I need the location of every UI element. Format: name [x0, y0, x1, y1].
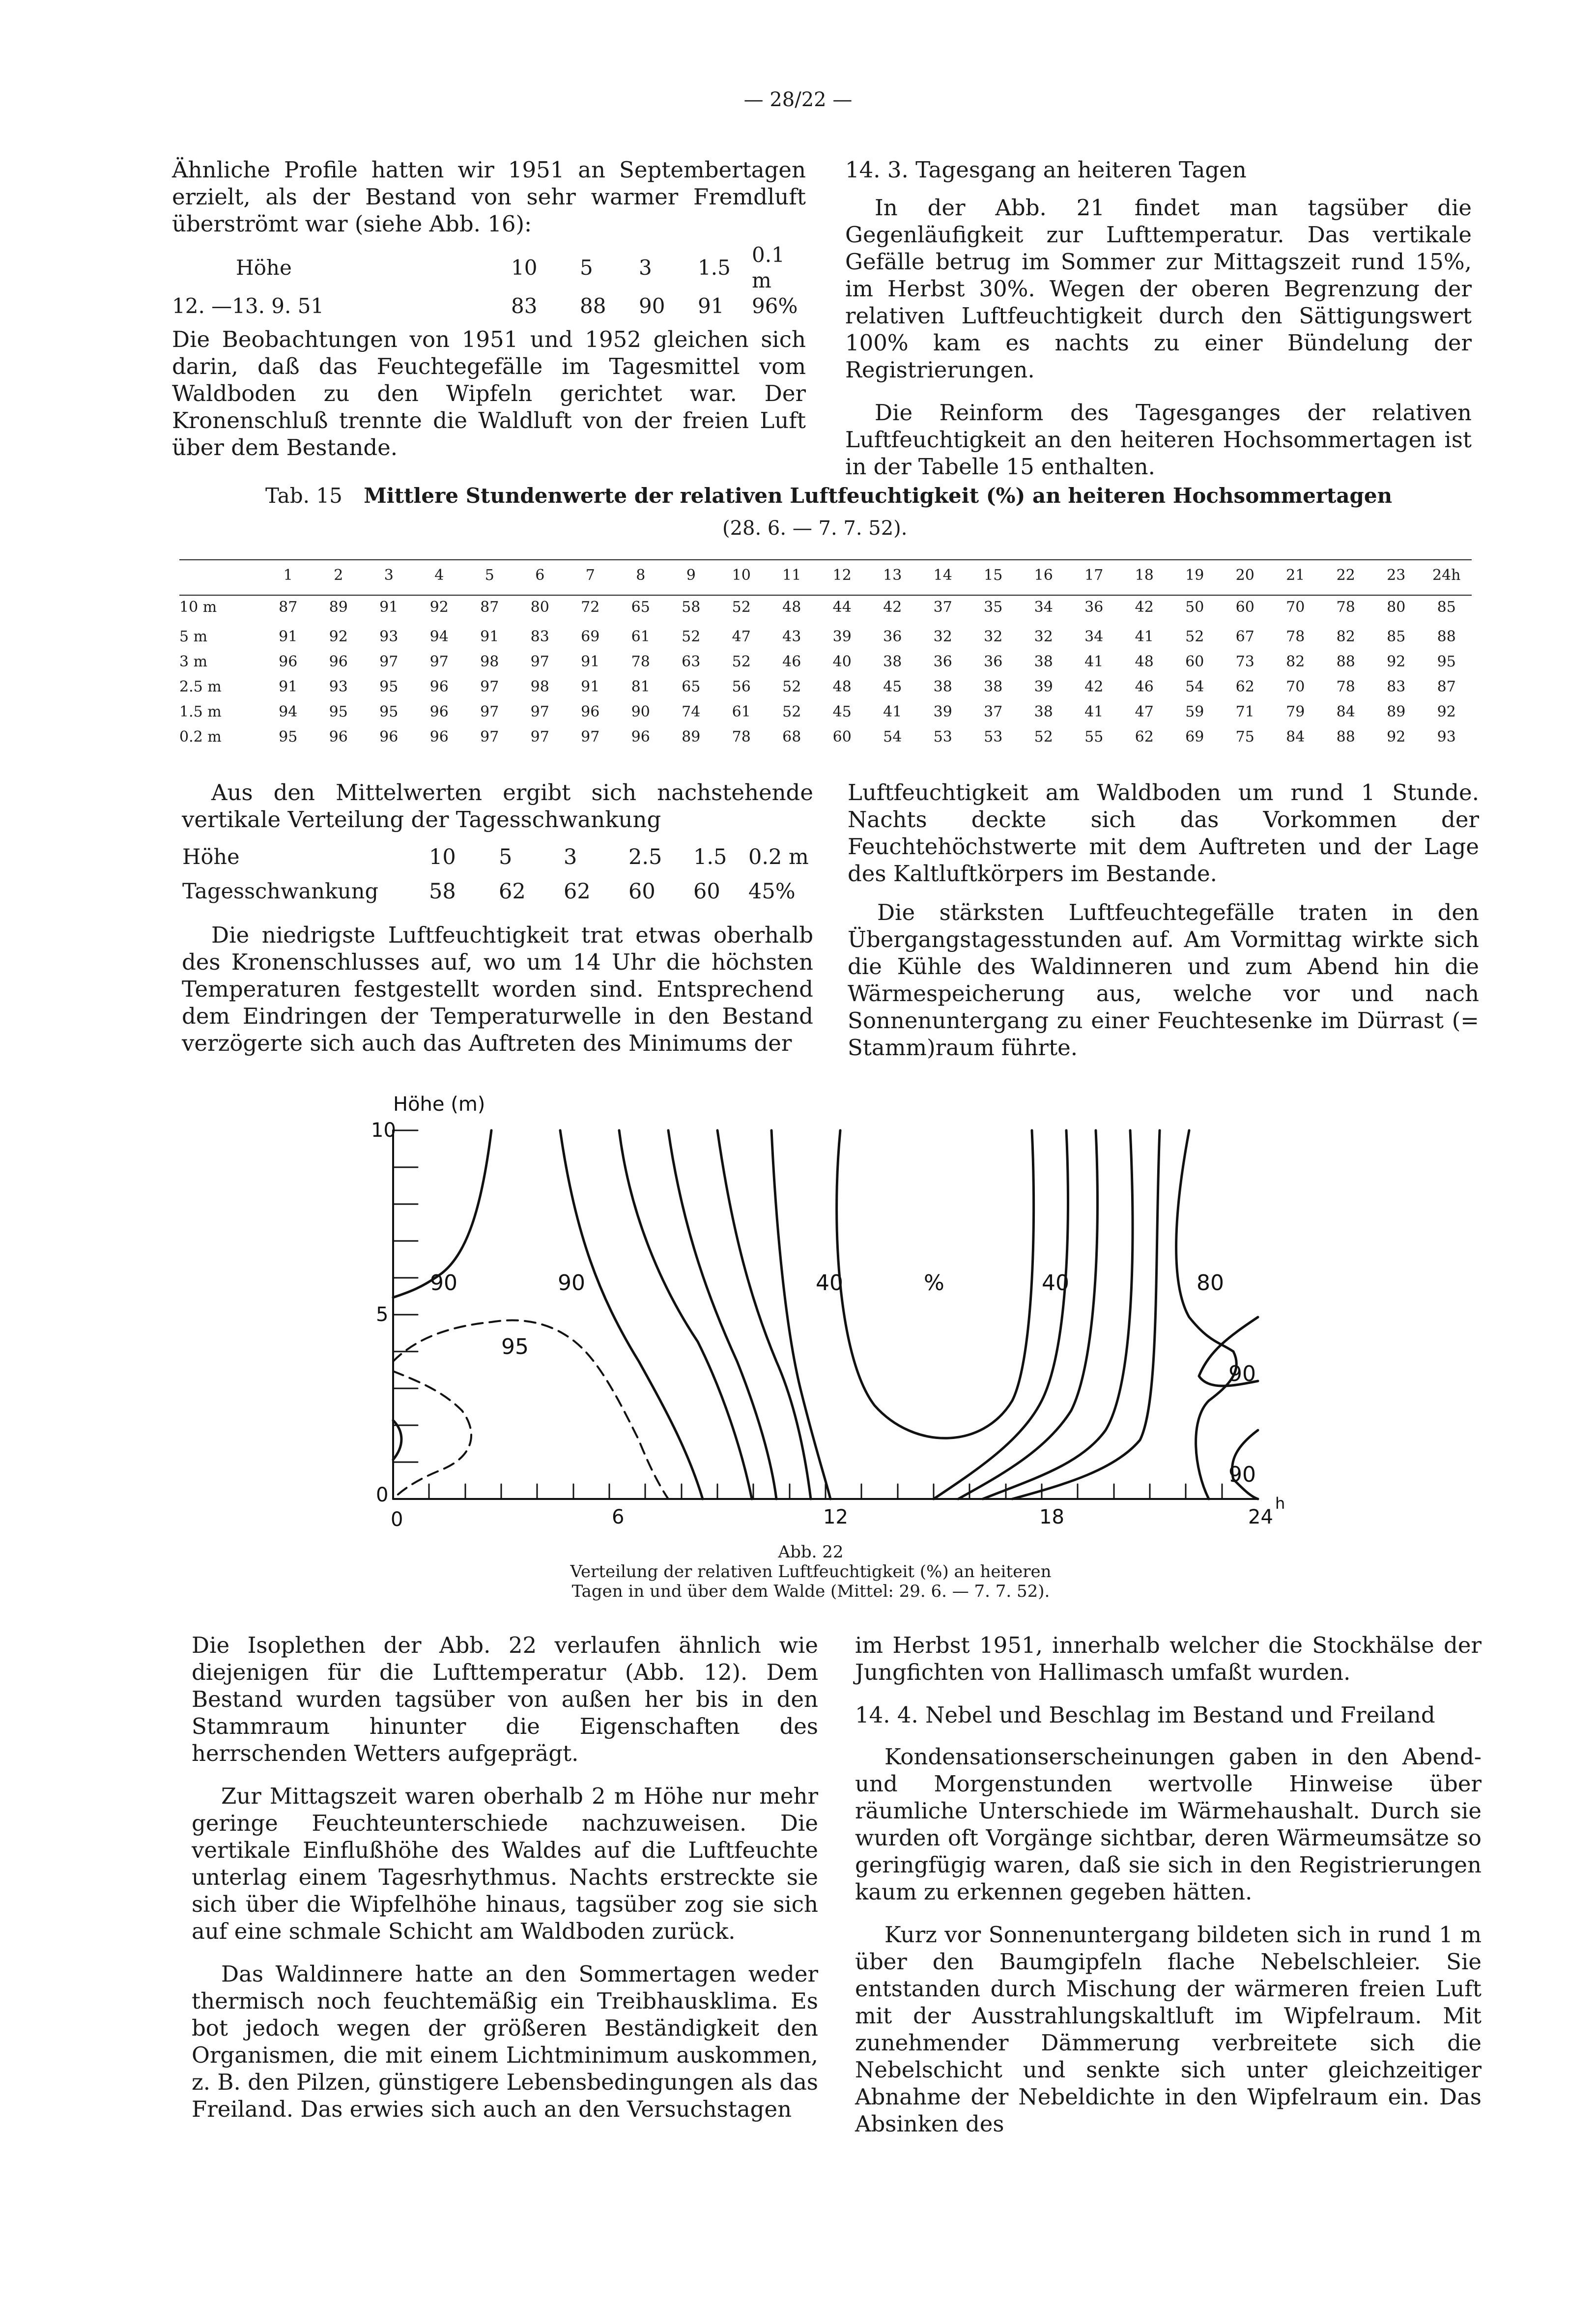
table-cell: 52: [1185, 628, 1204, 645]
table-header-cell: 18: [1135, 566, 1154, 584]
table-cell: 72: [581, 598, 600, 616]
table-title: Mittlere Stundenwerte der relativen Luftfeuchtigkeit (%) an heiteren Hochsommertagen: [364, 484, 1393, 508]
paragraph: In der Abb. 21 findet man tagsüber die Gegenläufigkeit zur Lufttemperatur. Das vertikale Gefälle betrug im Sommer zur Mittagszeit rund 15%, im Herbst 30%. Wegen der oberen Begrenzung der relativen Luftfeuchtigkeit durch den Sättigungswert 100% kam es nachts zu einer Bündelung der Registrierungen.: [845, 195, 1472, 383]
amp-table-cell: 62: [564, 879, 591, 904]
amp-table-cell: 10: [429, 844, 456, 869]
mini-table-cell: 90: [639, 294, 665, 318]
table-cell: 63: [682, 653, 701, 670]
table-cell: 62: [1135, 728, 1154, 746]
table-cell: 95: [279, 728, 298, 746]
isoline-95-inner: [393, 1371, 471, 1499]
table-cell: 96: [429, 728, 449, 746]
paragraph: Luftfeuchtigkeit am Waldboden um rund 1 Stunde. Nachts deckte sich das Vorkommen der Feuchtehöchstwerte mit dem Auftreten und der Lage des Kaltluftkörpers im Bestande.: [848, 779, 1479, 887]
table-cell: 42: [883, 598, 902, 616]
table-cell: 83: [530, 628, 549, 645]
amp-table-cell: 62: [499, 879, 526, 904]
table-header-cell: 15: [984, 566, 1003, 584]
table-cell: 38: [984, 678, 1003, 695]
table-cell: 46: [782, 653, 801, 670]
figure-caption-title: Abb. 22: [778, 1542, 844, 1562]
amp-table-cell: 3: [564, 844, 577, 869]
table-header-cell: 2: [334, 566, 343, 584]
isoline-curve: [934, 1130, 1068, 1499]
table-cell: 93: [329, 678, 348, 695]
paragraph: Die Beobachtungen von 1951 und 1952 gleichen sich darin, daß das Feuchtegefälle im Tagesmittel vom Waldboden zu den Wipfeln gerichtet war. Der Kronenschluß trennte die Waldluft von der freien Luft über dem Bestande.: [172, 326, 806, 461]
table-cell: 98: [480, 653, 499, 670]
table-cell: 97: [480, 678, 499, 695]
table-header-cell: 5: [484, 566, 494, 584]
paragraph: Kondensationserscheinungen gaben in den Abend- und Morgenstunden wertvolle Hinweise über räumliche Unterschiede im Wärmehaushalt. Durch sie wurden oft Vorgänge sichtbar, deren Wärmeumsätze so geringfügig waren, daß sie sich in den Registrierungen kaum zu erkennen gegeben hätten.: [855, 1744, 1482, 1905]
table-cell: 54: [883, 728, 902, 746]
figure-caption-line: Tagen in und über dem Walde (Mittel: 29. 6. — 7. 7. 52).: [571, 1582, 1050, 1601]
x-tick-label: 0: [391, 1508, 403, 1531]
table-cell: 90: [631, 703, 650, 720]
table-header-cell: 22: [1336, 566, 1355, 584]
table-cell: 97: [530, 653, 549, 670]
row-label: 2.5 m: [179, 678, 222, 695]
table-cell: 61: [732, 703, 751, 720]
profile-mini-table: [172, 242, 806, 319]
table-cell: 48: [1135, 653, 1154, 670]
table-cell: 87: [480, 598, 499, 616]
table-cell: 89: [1387, 703, 1406, 720]
table-cell: 95: [379, 703, 399, 720]
table-header-cell: 4: [434, 566, 444, 584]
table-row: [179, 724, 1472, 749]
table-header-cell: 3: [384, 566, 394, 584]
table-cell: 41: [1084, 653, 1104, 670]
table-caption: [265, 484, 1494, 508]
table-cell: 36: [1084, 598, 1104, 616]
table-cell: 36: [984, 653, 1003, 670]
table-cell: 89: [682, 728, 701, 746]
isopleth-figure: [344, 1086, 1312, 1538]
isoline-label: 40: [1042, 1270, 1069, 1295]
table-cell: 44: [832, 598, 852, 616]
table-cell: 97: [581, 728, 600, 746]
x-tick-label: 6: [612, 1506, 625, 1528]
y-axis-label: Höhe (m): [393, 1093, 485, 1116]
x-tick-label: 24: [1248, 1506, 1273, 1528]
table-cell: 80: [530, 598, 549, 616]
table-cell: 39: [832, 628, 852, 645]
table-cell: 40: [832, 653, 852, 670]
table-cell: 84: [1286, 728, 1305, 746]
table-cell: 80: [1387, 598, 1406, 616]
table-cell: 38: [933, 678, 952, 695]
table-cell: 83: [1387, 678, 1406, 695]
figure-caption-line: Verteilung der relativen Luftfeuchtigkeit (%) an heiteren: [570, 1562, 1052, 1582]
table-cell: 41: [883, 703, 902, 720]
table-cell: 50: [1185, 598, 1204, 616]
table-header-cell: 19: [1185, 566, 1204, 584]
unit-label: %: [924, 1270, 944, 1295]
table-cell: 46: [1135, 678, 1154, 695]
table-header-cell: 8: [636, 566, 646, 584]
table-cell: 41: [1135, 628, 1154, 645]
table-cell: 47: [732, 628, 751, 645]
table-cell: 39: [933, 703, 952, 720]
table-row: [179, 674, 1472, 699]
table-cell: 97: [379, 653, 399, 670]
table-cell: 45: [883, 678, 902, 695]
table-cell: 88: [1336, 728, 1355, 746]
table-header-cell: 16: [1034, 566, 1053, 584]
table-cell: 39: [1034, 678, 1053, 695]
paragraph: Die Isoplethen der Abb. 22 verlaufen ähnlich wie diejenigen für die Lufttemperatur (Abb. 12). Dem Bestand wurden tagsüber von außen her bis in den Stammraum hinunter die Eigenschaften des herrschenden Wetters aufgeprägt.: [192, 1632, 818, 1766]
x-tick-label: 18: [1039, 1506, 1064, 1528]
table-cell: 95: [379, 678, 399, 695]
table-cell: 97: [429, 653, 449, 670]
table-header-cell: 9: [686, 566, 696, 584]
amp-table-cell: 58: [429, 879, 456, 904]
table-cell: 92: [1387, 653, 1406, 670]
table-cell: 94: [279, 703, 298, 720]
table-cell: 42: [1084, 678, 1104, 695]
table-cell: 52: [1034, 728, 1053, 746]
table-cell: 96: [279, 653, 298, 670]
table-cell: 91: [279, 678, 298, 695]
table-cell: 88: [1336, 653, 1355, 670]
table-cell: 96: [631, 728, 650, 746]
table-cell: 32: [984, 628, 1003, 645]
table-header-cell: 10: [732, 566, 751, 584]
table-header-cell: 17: [1084, 566, 1104, 584]
table-cell: 96: [379, 728, 399, 746]
table-cell: 97: [530, 703, 549, 720]
mini-table-cell: 91: [698, 294, 724, 318]
table-cell: 91: [480, 628, 499, 645]
mini-table-cell: 88: [580, 294, 606, 318]
table-subtitle: (28. 6. — 7. 7. 52).: [722, 517, 908, 540]
amp-table-cell: 2.5: [628, 844, 662, 869]
table-cell: 32: [933, 628, 952, 645]
amp-table-cell: 45%: [748, 879, 796, 904]
left-top-column: [172, 156, 806, 477]
table-cell: 92: [429, 598, 449, 616]
table-cell: 97: [480, 703, 499, 720]
table-cell: 36: [933, 653, 952, 670]
table-header-cell: 7: [585, 566, 595, 584]
table-header-cell: [179, 560, 263, 590]
table-cell: 78: [1336, 678, 1355, 695]
table-cell: 70: [1286, 678, 1305, 695]
table-cell: 89: [329, 598, 348, 616]
paragraph: Aus den Mittelwerten ergibt sich nachstehende vertikale Verteilung der Tagesschwankung: [182, 779, 813, 833]
table-cell: 37: [984, 703, 1003, 720]
table-cell: 96: [429, 703, 449, 720]
amplitude-table: [182, 840, 809, 909]
table-cell: 91: [581, 678, 600, 695]
table-header-cell: 20: [1235, 566, 1254, 584]
amp-table-cell: 1.5: [693, 844, 727, 869]
amp-table-cell: 0.2 m: [748, 844, 809, 869]
left-bottom-column: [192, 1632, 818, 2138]
table-header-cell: 6: [535, 566, 545, 584]
table-header-cell: 11: [782, 566, 801, 584]
table-cell: 87: [279, 598, 298, 616]
isoline-label: 80: [1197, 1270, 1224, 1295]
table-cell: 43: [782, 628, 801, 645]
x-unit-label: h: [1275, 1494, 1285, 1513]
table-cell: 34: [1034, 598, 1053, 616]
isoline-curve: [958, 1130, 1097, 1499]
table-cell: 41: [1084, 703, 1104, 720]
isoline-curve: [983, 1130, 1133, 1499]
mini-table-cell: 10: [511, 256, 538, 280]
table-cell: 58: [682, 598, 701, 616]
left-middle-column: [182, 779, 813, 1072]
isoline-curve: [668, 1130, 776, 1499]
table-cell: 37: [933, 598, 952, 616]
table-cell: 93: [1437, 728, 1456, 746]
isoline-curve: [619, 1130, 752, 1499]
table-cell: 53: [984, 728, 1003, 746]
table-cell: 35: [984, 598, 1003, 616]
isoline-label: 90: [558, 1270, 585, 1295]
mini-table-label: 12. —13. 9. 51: [172, 294, 324, 318]
table-row: [179, 649, 1472, 674]
isoline-label: 95: [501, 1334, 529, 1359]
table-cell: 97: [530, 728, 549, 746]
table-header-cell: 24h: [1432, 566, 1461, 584]
table-cell: 93: [379, 628, 399, 645]
paragraph: Ähnliche Profile hatten wir 1951 an Septembertagen erzielt, als der Bestand von sehr warmer Fremdluft überströmt war (siehe Abb. 16):: [172, 157, 806, 237]
table-cell: 78: [1336, 598, 1355, 616]
table-cell: 84: [1336, 703, 1355, 720]
table-cell: 61: [631, 628, 650, 645]
mini-table-cell: 83: [511, 294, 538, 318]
table-cell: 91: [279, 628, 298, 645]
amp-table-cell: 60: [693, 879, 720, 904]
table-cell: 70: [1286, 598, 1305, 616]
data-table: [179, 560, 1472, 749]
table-label: Tab. 15: [265, 484, 342, 508]
figure-caption: [442, 1542, 1179, 1601]
table-cell: 54: [1185, 678, 1204, 695]
x-tick-label: 12: [823, 1506, 848, 1528]
table-cell: 96: [429, 678, 449, 695]
paragraph: Die stärksten Luftfeuchtegefälle traten in den Übergangstagesstunden auf. Am Vormittag wirkte sich die Kühle des Waldinneren und zum Abend hin die Wärmespeicherung aus, welche vor und nach Sonnenuntergang zu einer Feuchtesenke im Dürrast (= Stamm)raum führte.: [848, 899, 1479, 1061]
table-cell: 96: [581, 703, 600, 720]
right-bottom-column: [855, 1632, 1482, 2153]
table-header-cell: 1: [283, 566, 293, 584]
y-tick-label: 10: [371, 1119, 396, 1142]
table-cell: 68: [782, 728, 801, 746]
right-top-column: [845, 156, 1472, 496]
table-cell: 91: [581, 653, 600, 670]
table-header-cell: 13: [883, 566, 902, 584]
table-cell: 36: [883, 628, 902, 645]
table-cell: 78: [631, 653, 650, 670]
table-cell: 96: [329, 728, 348, 746]
table-cell: 38: [1034, 703, 1053, 720]
row-label: 3 m: [179, 653, 208, 670]
table-cell: 67: [1235, 628, 1254, 645]
table-cell: 53: [933, 728, 952, 746]
table-cell: 59: [1185, 703, 1204, 720]
table-cell: 65: [631, 598, 650, 616]
isoline-label: 90: [430, 1270, 457, 1295]
table-cell: 92: [329, 628, 348, 645]
paragraph: Kurz vor Sonnenuntergang bildeten sich in rund 1 m über den Baumgipfeln flache Nebelschleier. Sie entstanden durch Mischung der wärmeren freien Luft mit der Ausstrahlungskaltluft im Wipfelraum. Mit zunehmender Dämmerung verbreitete sich die Nebelschicht und senkte sich unter gleichzeitiger Abnahme der Nebeldichte in den Wipfelraum ein. Das Absinken des: [855, 1922, 1482, 2137]
y-tick-label: 5: [376, 1303, 389, 1326]
table-cell: 52: [732, 653, 751, 670]
section-heading: 14. 3. Tagesgang an heiteren Tagen: [845, 157, 1247, 183]
mini-table-cell: 0.1 m: [752, 243, 785, 292]
paragraph: Zur Mittagszeit waren oberhalb 2 m Höhe nur mehr geringe Feuchteunterschiede nachzuweisen. Die vertikale Einflußhöhe des Waldes auf die Luftfeuchte unterlag einem Tagesrhythmus. Nachts erstreckte sie sich über die Wipfelhöhe hinaus, tagsüber zog sie sich auf eine schmale Schicht am Waldboden zurück.: [192, 1783, 818, 1944]
table-cell: 55: [1084, 728, 1104, 746]
table-header-cell: 12: [832, 566, 852, 584]
table-cell: 69: [1185, 728, 1204, 746]
table-cell: 96: [329, 653, 348, 670]
isoline-label: 90: [1228, 1361, 1256, 1386]
table-cell: 78: [732, 728, 751, 746]
row-label: 10 m: [179, 598, 217, 616]
table-header-cell: 23: [1387, 566, 1406, 584]
table-cell: 81: [631, 678, 650, 695]
paragraph: Das Waldinnere hatte an den Sommertagen weder thermisch noch feuchtemäßig ein Treibhausklima. Es bot jedoch wegen der größeren Beständigkeit den Organismen, die mit einem Lichtminimum auskommen, z. B. den Pilzen, günstigere Lebensbedingungen als das Freiland. Das erwies sich auch an den Versuchstagen: [192, 1961, 818, 2122]
mini-table-cell: 5: [580, 256, 593, 280]
table-cell: 45: [832, 703, 852, 720]
paragraph: im Herbst 1951, innerhalb welcher die Stockhälse der Jungfichten von Hallimasch umfaßt wurden.: [855, 1632, 1482, 1685]
isoline-small: [393, 1420, 401, 1460]
table-cell: 52: [682, 628, 701, 645]
paragraph: Die Reinform des Tagesganges der relativen Luftfeuchtigkeit an den heiteren Hochsommertagen ist in der Tabelle 15 enthalten.: [845, 400, 1472, 480]
table-cell: 48: [782, 598, 801, 616]
section-heading: 14. 4. Nebel und Beschlag im Bestand und Freiland: [855, 1702, 1435, 1728]
table-cell: 38: [883, 653, 902, 670]
table-cell: 52: [732, 598, 751, 616]
table-cell: 32: [1034, 628, 1053, 645]
table-cell: 47: [1135, 703, 1154, 720]
table-cell: 88: [1437, 628, 1456, 645]
mini-table-label: Höhe: [236, 256, 292, 280]
amp-table-label: Höhe: [182, 844, 240, 869]
table-cell: 69: [581, 628, 600, 645]
table-cell: 56: [732, 678, 751, 695]
mini-table-cell: 3: [639, 256, 652, 280]
row-label: 5 m: [179, 628, 208, 645]
table-cell: 60: [1185, 653, 1204, 670]
table-cell: 60: [832, 728, 852, 746]
right-middle-column: [848, 779, 1479, 1077]
page-number: — 28/22 —: [743, 88, 853, 111]
mini-table-cell: 1.5: [698, 256, 731, 280]
table-header-cell: 14: [933, 566, 952, 584]
table-cell: 82: [1286, 653, 1305, 670]
table-cell: 97: [480, 728, 499, 746]
amp-table-cell: 5: [499, 844, 513, 869]
table-cell: 42: [1135, 598, 1154, 616]
table-cell: 92: [1387, 728, 1406, 746]
table-cell: 85: [1437, 598, 1456, 616]
row-label: 0.2 m: [179, 728, 222, 746]
table-row: [179, 624, 1472, 649]
amp-table-cell: 60: [628, 879, 656, 904]
table-cell: 95: [1437, 653, 1456, 670]
table-cell: 52: [782, 703, 801, 720]
table-row: [179, 699, 1472, 724]
table-header-cell: 21: [1286, 566, 1305, 584]
table-cell: 79: [1286, 703, 1305, 720]
row-label: 1.5 m: [179, 703, 222, 720]
table-cell: 95: [329, 703, 348, 720]
isoline-label: 40: [816, 1270, 843, 1295]
table-cell: 92: [1437, 703, 1456, 720]
table-cell: 62: [1235, 678, 1254, 695]
table-cell: 71: [1235, 703, 1254, 720]
amp-table-label: Tagesschwankung: [182, 879, 378, 904]
table-cell: 87: [1437, 678, 1456, 695]
table-cell: 78: [1286, 628, 1305, 645]
table-cell: 65: [682, 678, 701, 695]
isoline-80: [1176, 1130, 1237, 1499]
table-cell: 74: [682, 703, 701, 720]
table-cell: 75: [1235, 728, 1254, 746]
table-cell: 85: [1387, 628, 1406, 645]
table-15: [179, 559, 1472, 749]
table-cell: 94: [429, 628, 449, 645]
x-tick-marks: [429, 1484, 1222, 1499]
table-cell: 38: [1034, 653, 1053, 670]
table-rule: [179, 595, 1472, 596]
table-cell: 98: [530, 678, 549, 695]
table-cell: 34: [1084, 628, 1104, 645]
isoline-label: 90: [1228, 1462, 1256, 1487]
y-tick-label: 0: [376, 1484, 389, 1506]
table-cell: 82: [1336, 628, 1355, 645]
paragraph: Die niedrigste Luftfeuchtigkeit trat etwas oberhalb des Kronenschlusses auf, wo um 14 Uhr die höchsten Temperaturen festgestellt worden sind. Entsprechend dem Eindringen der Temperaturwelle in den Bestand verzögerte sich auch das Auftreten des Minimums der: [182, 922, 813, 1056]
table-cell: 60: [1235, 598, 1254, 616]
table-cell: 91: [379, 598, 399, 616]
table-cell: 48: [832, 678, 852, 695]
table-cell: 52: [782, 678, 801, 695]
table-cell: 73: [1235, 653, 1254, 670]
mini-table-cell: 96%: [752, 294, 798, 318]
